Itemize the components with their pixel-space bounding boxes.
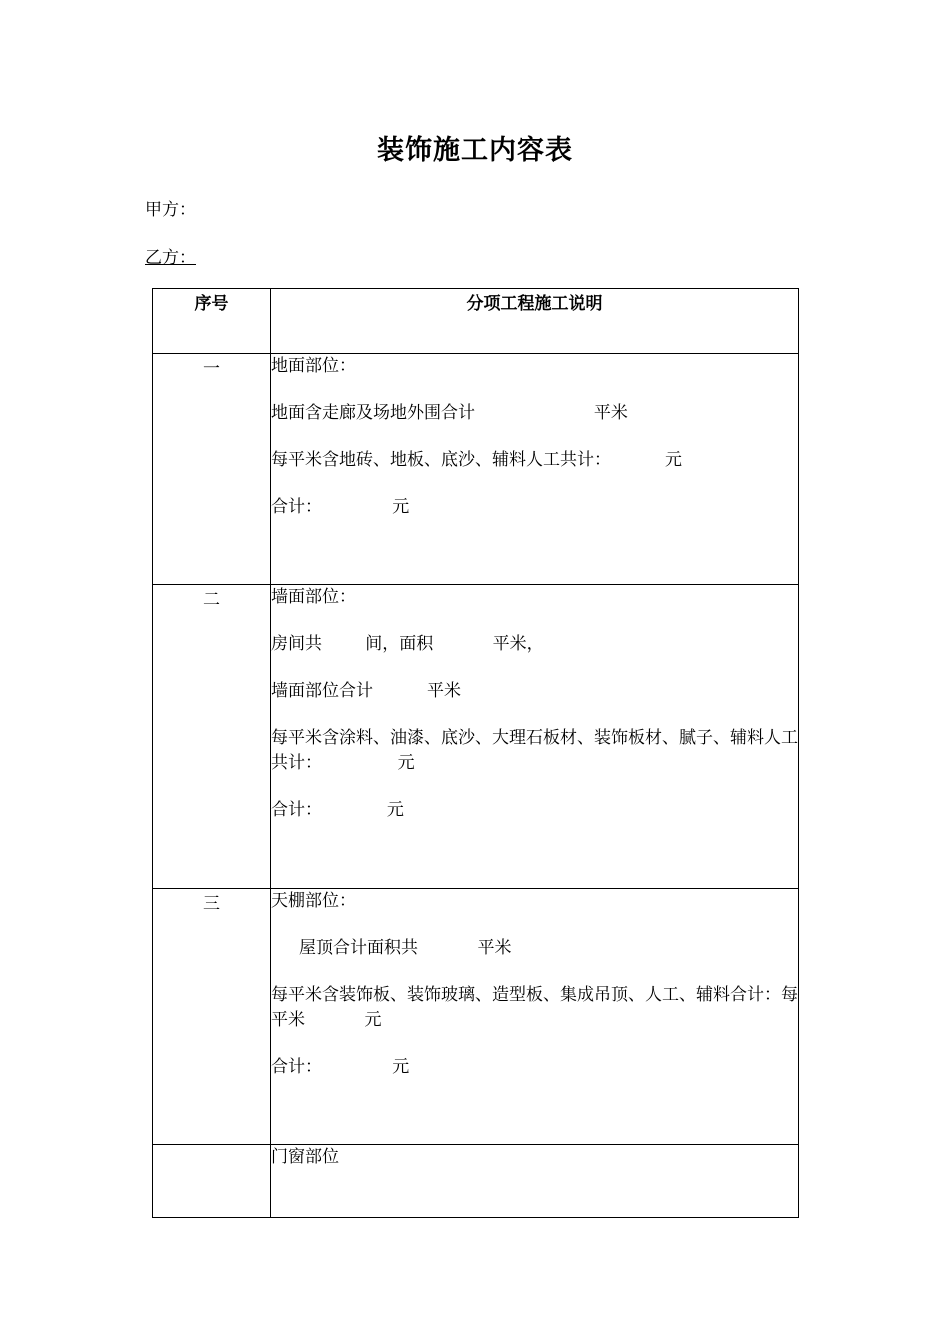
header-number: 序号 [153, 289, 271, 354]
party-b-label [145, 243, 208, 268]
total-line: 合计： 元 [271, 497, 410, 517]
description-line: 地面含走廊及场地外围合计 平米 [271, 403, 628, 423]
description-line: 每平米含地砖、地板、底沙、辅料人工共计： 元 [271, 450, 683, 470]
party-b-text: 乙方： [145, 248, 196, 268]
section-heading: 墙面部位： [271, 587, 356, 607]
total-line: 合计： 元 [271, 800, 404, 820]
row-number: 三 [153, 889, 271, 1145]
row-description [271, 889, 799, 1145]
document-title: 装饰施工内容表 [377, 135, 573, 166]
table-row [153, 1145, 799, 1218]
table-row [153, 889, 799, 1145]
party-a-label: 甲方： [145, 200, 196, 220]
description-line: 每平米含涂料、油漆、底沙、大理石板材、装饰板材、腻子、辅料人工共计： 元 [271, 728, 798, 773]
section-heading: 门窗部位 [271, 1147, 339, 1167]
total-line: 合计： 元 [271, 1057, 410, 1077]
row-number [153, 1145, 271, 1218]
row-number: 一 [153, 354, 271, 585]
section-heading: 天棚部位： [271, 891, 356, 911]
row-description [271, 354, 799, 585]
row-number: 二 [153, 585, 271, 889]
description-line: 房间共 间，面积 平米， [271, 634, 544, 654]
table-row [153, 354, 799, 585]
description-line: 每平米含装饰板、装饰玻璃、造型板、集成吊顶、人工、辅料合计：每平米 元 [271, 985, 798, 1030]
row-description [271, 585, 799, 889]
header-description: 分项工程施工说明 [271, 289, 799, 354]
section-heading: 地面部位： [271, 356, 356, 376]
description-line: 屋顶合计面积共 平米 [299, 938, 512, 958]
construction-content-table [152, 288, 799, 1218]
table-header-row [153, 289, 799, 354]
description-line: 墙面部位合计 平米 [271, 681, 462, 701]
row-description [271, 1145, 799, 1218]
table-row [153, 585, 799, 889]
